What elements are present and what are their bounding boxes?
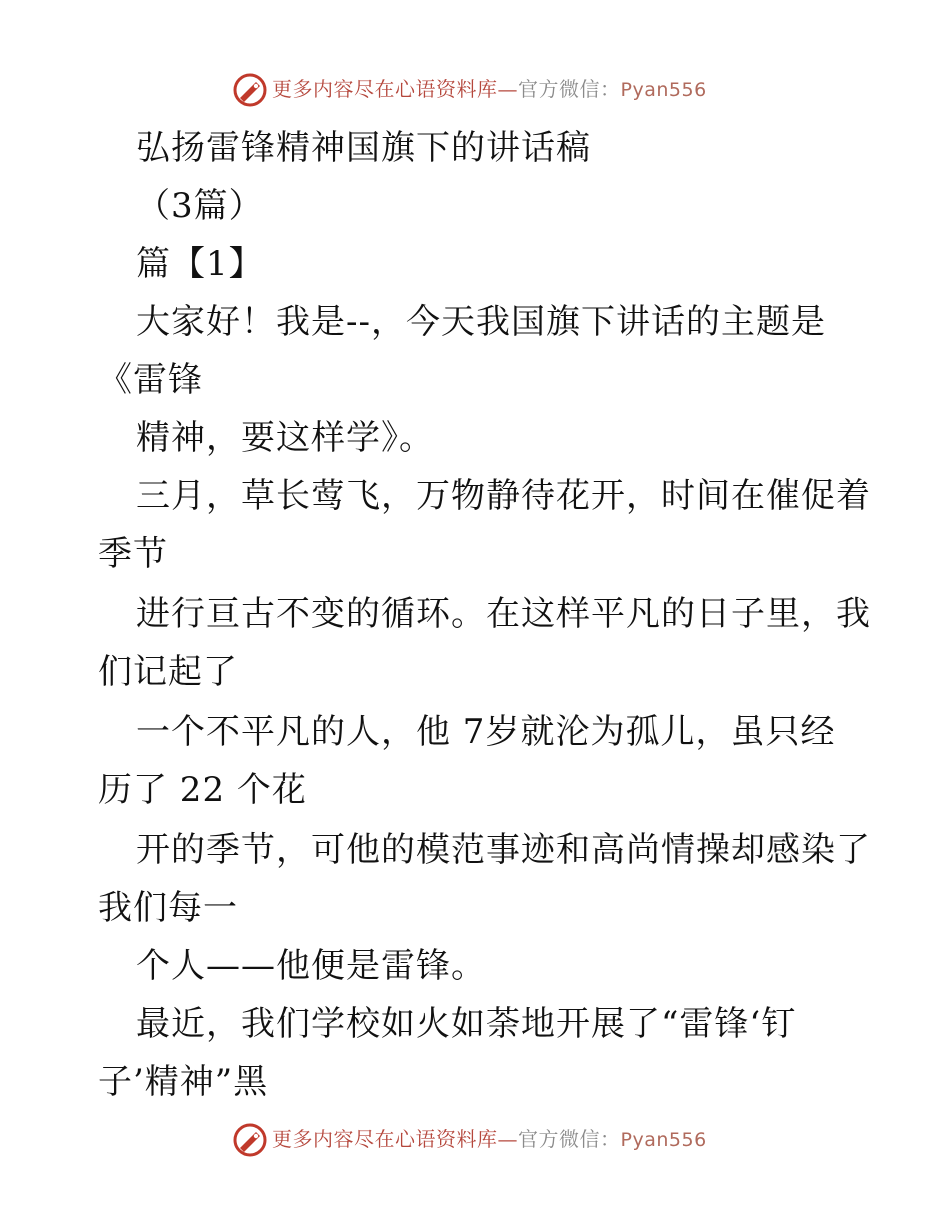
header-banner <box>0 70 950 110</box>
document-title: 弘扬雷锋精神国旗下的讲话稿 <box>136 128 591 168</box>
pen-nib-logo-icon <box>232 72 268 108</box>
banner-text <box>272 1127 707 1152</box>
paragraph-line: 历了 22 个花 <box>98 770 307 810</box>
paragraph-line: 大家好！我是--，今天我国旗下讲话的主题是 <box>136 302 826 342</box>
paragraph-line: 季节 <box>98 534 168 574</box>
banner-separator: — <box>497 77 518 101</box>
paragraph-line: 我们每一 <box>98 888 238 928</box>
paragraph-line: 三月，草长莺飞，万物静待花开，时间在催促着 <box>136 476 871 516</box>
wechat-label: 官方微信： <box>518 77 621 101</box>
section-heading: 篇【1】 <box>136 244 264 284</box>
paragraph-line: 个人——他便是雷锋。 <box>136 946 486 986</box>
banner-text <box>272 77 707 102</box>
paragraph-line: 最近，我们学校如火如荼地开展了“雷锋‘钉 <box>136 1004 797 1044</box>
wechat-id: Pyan556 <box>620 79 707 101</box>
paragraph-line: 子’精神”黑 <box>98 1062 269 1102</box>
wechat-id: Pyan556 <box>620 1129 707 1151</box>
paragraph-line: 一个不平凡的人，他 7岁就沦为孤儿，虽只经 <box>136 712 836 752</box>
paragraph-line: 进行亘古不变的循环。在这样平凡的日子里，我 <box>136 594 871 634</box>
paragraph-line: 开的季节，可他的模范事迹和高尚情操却感染了 <box>136 830 871 870</box>
site-name: 更多内容尽在心语资料库 <box>272 1127 498 1151</box>
wechat-label: 官方微信： <box>518 1127 621 1151</box>
pen-nib-logo-icon <box>232 1122 268 1158</box>
site-name: 更多内容尽在心语资料库 <box>272 77 498 101</box>
paragraph-line: 《雷锋 <box>98 360 203 400</box>
document-subtitle: （3篇） <box>136 186 264 226</box>
paragraph-line: 精神，要这样学》。 <box>136 418 434 458</box>
footer-banner <box>0 1120 950 1160</box>
paragraph-line: 们记起了 <box>98 652 238 692</box>
banner-separator: — <box>497 1127 518 1151</box>
